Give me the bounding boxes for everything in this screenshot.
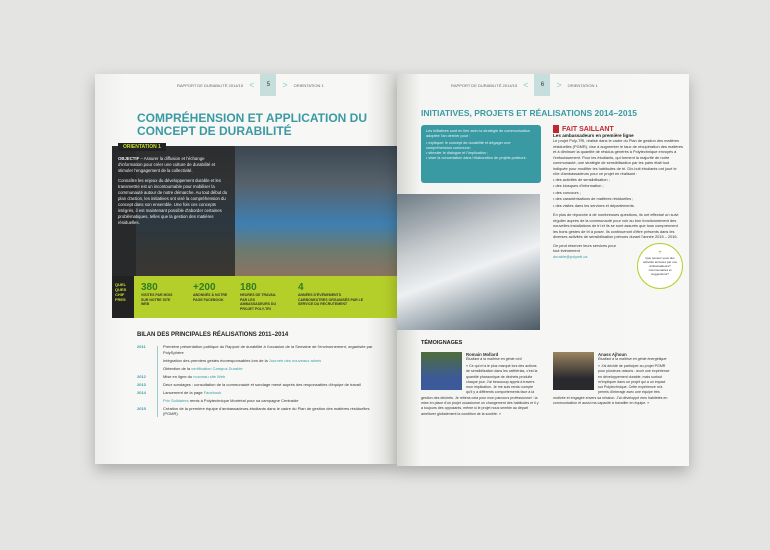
box-intro: Les initiatives sont en lien avec la stratégie de communication adoptée l'an dernier pour : — [426, 129, 530, 138]
testimonial-role: Étudiant à la maîtrise en génie civil — [466, 357, 522, 361]
timeline-link[interactable]: Prix Solidaires — [163, 397, 189, 403]
timeline-year: 2011 — [137, 344, 146, 349]
timeline-year: 2012 — [137, 373, 146, 379]
testimonial-quote: « J'ai décidé de participer au projet PGMR pour plusieurs raisons : avoir une expérience en développement durable, mais surtout m'impliquer dans un projet qui a un impact sur Polytechnique. Cette expérience m'a permis d'interagir avec une équipe très motivée et engagée envers sa mission. J'ai développé mes habiletés en communication et aussi ma capacité à travailler en équipe. » — [553, 364, 670, 406]
stat-value: 380 — [141, 282, 158, 293]
highlight-item: • des concours ; — [553, 190, 683, 197]
report-title: RAPPORT DE DURABILITÉ 2014/15 — [177, 82, 244, 88]
next-chevron-icon[interactable]: > — [556, 80, 562, 90]
reserve-block — [553, 243, 619, 260]
testimonial-name: Romain Mollard — [466, 352, 499, 357]
timeline-text — [163, 382, 373, 388]
timeline-desc: Deux sondages : consultation de la communauté et sondage mené auprès des responsables d'équipe de travail — [163, 381, 361, 387]
plus-icon: + — [658, 249, 662, 256]
highlight-subtitle: Les ambassadeurs en première ligne — [553, 133, 634, 138]
timeline-title: BILAN DES PRINCIPALES RÉALISATIONS 2011–2014 — [137, 332, 289, 338]
highlight-item: • des caractérisations de matières résiduelles ; — [553, 196, 683, 203]
testimonial-role: Étudiant à la maîtrise en génie énergétique — [598, 357, 667, 361]
page-number: 5 — [260, 74, 276, 96]
timeline-link[interactable]: certification Campus Durable — [191, 365, 243, 371]
feedback-bubble[interactable] — [637, 243, 683, 289]
box-item: • expliquer le concept de durabilité et dégager une compréhension commune; — [426, 141, 536, 151]
reserve-text: On peut réserver leurs services pour tout événement — [553, 242, 616, 253]
timeline-text — [163, 398, 373, 404]
testimonial — [421, 352, 539, 417]
left-page — [95, 74, 397, 464]
timeline-text — [163, 406, 373, 417]
timeline-year: 2013 — [137, 381, 146, 387]
stat-hours — [240, 282, 284, 311]
highlight-text: Le projet Poly-TRI, réalisé dans le cadre du Plan de gestion des matières résiduelles (PGMR), vise à augmenter le taux de récupération des matières et à diminuer la quantité de résidus générés à Polytechnique envoyés à l'enfouissement. Pour les étudiants, qui forment la majorité de notre communauté, une stratégie de sensibilisation par les pairs était tout indiquée pour modifier les habitudes de tri. Dix-huit étudiants ont joué le rôle d'ambassadeurs pour ce projet en réalisant : — [553, 138, 683, 176]
timeline-text — [163, 390, 373, 396]
figures-label: QUEL QUES CHIF FRES — [112, 276, 134, 318]
orientation-tag: ORIENTATION 1 — [118, 143, 166, 151]
stat-label: ANNÉES D'ÉVÉNEMENTS CARBONEUTRES ORGANISÉS PAR LE SERVICE DU RECRUTEMENT — [298, 293, 364, 306]
highlight-item: • des kiosques d'information ; — [553, 183, 683, 190]
strategy-box — [421, 125, 541, 183]
timeline-entry — [137, 374, 387, 380]
timeline-link[interactable]: Facebook — [203, 389, 222, 395]
timeline-year — [137, 358, 163, 364]
objective-text: – Assurer la diffusion et l'échange d'information pour créer une culture de durabilité et stimuler l'engagement de la collectivité. — [118, 156, 216, 173]
stat-label: HEURES DE TRAVAIL PAR LES AMBASSADEURS DU PROJET POLY-TRI — [240, 293, 276, 311]
testimonials-title: TÉMOIGNAGES — [421, 340, 463, 346]
timeline-year: 2015 — [137, 405, 146, 411]
timeline-text — [163, 374, 373, 380]
prev-chevron-icon[interactable]: < — [523, 80, 529, 90]
page-title: INITIATIVES, PROJETS ET RÉALISATIONS 2014–2015 — [421, 108, 638, 118]
timeline-link[interactable]: nouveau site Web — [193, 373, 226, 379]
testimonial-quote: « Ce qui m'a le plus marqué lors des actions de sensibilisation dans les cafétérias, c'est la quantité pharaonique de déchets produite chaque jour. J'ai beaucoup appris à travers mon implication. Je me suis rendu compte qu'il y a différents comportements face à la gestion des déchets. Je retiens cela pour mon parcours professionnel : la mise en place d'un projet occasionne un changement des habitudes et il y a toujours des opposants, même si le projet nous semble au départ améliorer globalement la condition de la société. » — [421, 364, 539, 416]
timeline-text — [163, 366, 373, 372]
lab-photo — [397, 194, 540, 330]
timeline-entry — [137, 366, 387, 372]
timeline-entry — [137, 382, 387, 388]
timeline — [137, 344, 387, 419]
timeline-desc: Intégration des premiers gestes écoresponsables lors de la — [163, 357, 268, 363]
box-item: • stimuler le dialogue et l'implication ; — [426, 151, 536, 156]
testimonial-name: Anass Ajhoun — [598, 352, 627, 357]
timeline-desc: Obtention de la — [163, 365, 191, 371]
box-item: • viser la concertation dans l'élaboration de projets porteurs. — [426, 156, 536, 161]
reserve-row — [553, 243, 683, 289]
timeline-desc: Création de la première équipe d'ambassadeurs-étudiants dans le cadre du Plan de gestion des matières résiduelles (PGMR) — [163, 405, 370, 416]
stat-events — [298, 282, 368, 307]
timeline-entry — [137, 398, 387, 404]
avatar-photo — [421, 352, 462, 390]
stat-label: ABONNÉS À NOTRE PAGE FACEBOOK — [193, 293, 228, 302]
timeline-desc: Mise en ligne du — [163, 373, 193, 379]
next-chevron-icon[interactable]: > — [282, 80, 288, 90]
timeline-year: 2014 — [137, 389, 146, 395]
highlight-section — [553, 125, 683, 289]
timeline-text — [163, 344, 373, 355]
followup-text: En plus de répondre à de nombreuses questions, ils ont effectué un suivi régulier auprès de la communauté pour voir au bon fonctionnement des nouvelles installations de tri et ils se sont assurés que tous comprennent les bons gestes de tri à poser. Ils continueront d'être présents dans les diverses activités de sensibilisation prévues durant l'année 2015 – 2016. — [553, 212, 679, 239]
highlight-item: • des activités de sensibilisation ; — [553, 177, 683, 184]
stat-value: 4 — [298, 282, 304, 293]
right-page — [397, 74, 689, 466]
timeline-entry — [137, 390, 387, 396]
timeline-entry — [137, 358, 387, 364]
page-header — [177, 74, 324, 96]
highlight-label: FAIT SAILLANT — [562, 125, 614, 133]
intro-text: Connaître les enjeux du développement durable et les transmettre est un incontournable pour mobiliser la communauté autour de notre démarche. Au tout début du plan d'action, les initiatives ont visé la compréhension du concept dans son ensemble. Une fois ces concepts intégrés, il est maintenant possible d'aborder certaines problématiques, telles que la gestion des matières résiduelles. — [118, 178, 228, 225]
page-header — [451, 74, 598, 96]
email-link[interactable]: durable@polymtl.ca — [553, 253, 588, 259]
key-figures-band — [112, 276, 397, 318]
timeline-desc: remis à Polytechnique Montréal pour sa campagne Centraide — [189, 397, 299, 403]
timeline-year — [137, 398, 163, 404]
prev-chevron-icon[interactable]: < — [249, 80, 255, 90]
stat-value: 180 — [240, 282, 257, 293]
timeline-desc: Lancement de la page — [163, 389, 203, 395]
highlight-item: • des visites dans les services et départements. — [553, 203, 683, 210]
avatar-photo — [553, 352, 594, 390]
bookmark-icon — [553, 125, 559, 133]
objective-label: OBJECTIF — [118, 156, 140, 161]
section-label: ORIENTATION 1 — [293, 82, 324, 88]
objective-panel — [112, 146, 235, 276]
stat-value: +200 — [193, 282, 216, 293]
timeline-year — [137, 366, 163, 372]
page-title: COMPRÉHENSION ET APPLICATION DU CONCEPT DE DURABILITÉ — [137, 111, 368, 138]
stat-label: VISITES PAR MOIS SUR NOTRE SITE WEB — [141, 293, 173, 306]
report-title: RAPPORT DE DURABILITÉ 2014/15 — [451, 82, 518, 88]
timeline-desc: Première présentation publique du Rapport de durabilité à l'occasion de la Semaine de l'environnement, organisée par PolySphère — [163, 344, 373, 355]
stat-facebook — [193, 282, 229, 302]
timeline-text — [163, 358, 373, 364]
stat-visits — [141, 282, 179, 307]
timeline-entry — [137, 344, 387, 355]
page-number: 6 — [534, 74, 550, 96]
bubble-text: Que pensez-vous des activités animées par nos ambassadeurs? Commentaires et suggestions? — [643, 255, 677, 276]
section-label: ORIENTATION 1 — [567, 82, 598, 88]
timeline-entry — [137, 406, 387, 417]
testimonial — [553, 352, 671, 406]
timeline-link[interactable]: Journée des nouveaux admis — [268, 357, 322, 363]
